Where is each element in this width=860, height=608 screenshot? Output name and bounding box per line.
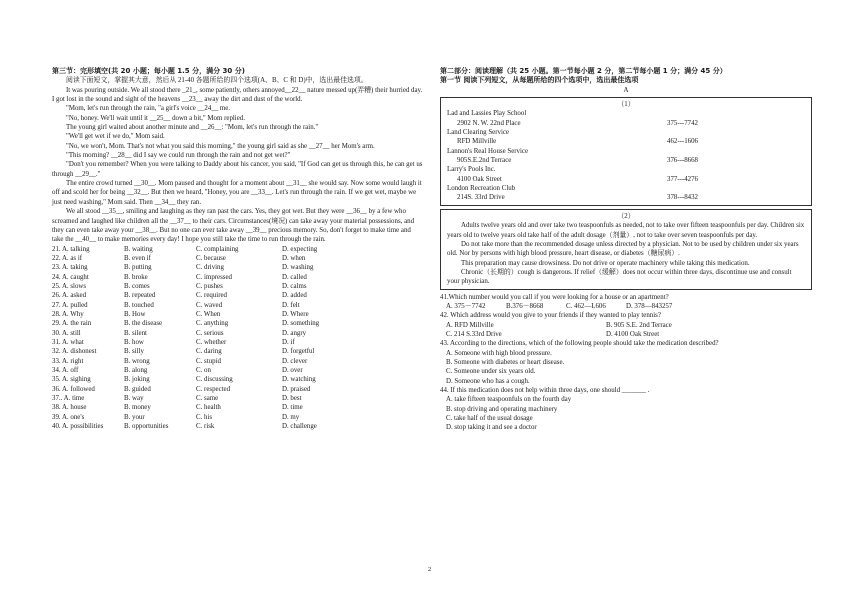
option-choice: 26. A. asked (52, 292, 87, 300)
medication-text (447, 221, 805, 286)
option-choice: B. broke (124, 273, 148, 281)
option-choice: 38. A. house (52, 404, 87, 412)
option-choice: D. best (282, 395, 302, 403)
option-row (52, 263, 424, 272)
option-choice: B. even if (124, 254, 151, 262)
answer-choice: A. 375－7742 (446, 302, 486, 310)
right-column (440, 67, 812, 433)
option-choice: 40. A. possibilities (52, 423, 104, 431)
option-row (52, 403, 424, 412)
option-choice: C. because (196, 254, 226, 262)
ad-name: London Recreation Club (447, 185, 516, 193)
ad-name: 4100 Oak Street (457, 175, 502, 183)
answer-choice: C. Someone under six years old. (446, 368, 536, 376)
option-choice: C. respected (196, 385, 231, 393)
answer-choice: B.376－8668 (506, 302, 544, 310)
medication-box-title: （2） (617, 212, 635, 220)
option-choice: B. touched (124, 301, 154, 309)
medication-paragraph: Adults twelve years old and over take two teaspoonfuls as needed, not to take over fifteen teaspoonfuls per day. Children six years old to twelve years old take half of the adult dosage（剂量）, not to take over seven teaspoonfuls per day. (447, 222, 805, 239)
story-paragraph: "This morning? __28__ did I say we could run through the rain and not get wet?" (66, 152, 291, 160)
option-choice: C. health (196, 404, 221, 412)
answer-row (440, 321, 812, 330)
option-choice: 34. A. off (52, 367, 79, 374)
answer-row (440, 302, 812, 311)
answer-choice: B. Someone with diabetes or heart disease. (446, 358, 565, 366)
option-row (52, 375, 424, 384)
option-choice: C. his (196, 413, 213, 421)
option-row (52, 385, 424, 394)
option-choice: C. same (196, 395, 219, 403)
ad-phone: 377---4276 (667, 175, 699, 183)
option-choice: B. comes (124, 282, 150, 290)
option-row (52, 338, 424, 347)
option-choice: B. way (124, 395, 144, 403)
option-choice: D. felt (282, 301, 300, 309)
option-choice: D. added (282, 292, 307, 300)
option-choice: C. serious (196, 329, 224, 337)
reading-part-title: 第二部分：阅读理解（共 25 小题。第一节每小题 2 分，第二节每小题 1 分；满分 45 分） (440, 67, 727, 75)
option-choice: 21. A. talking (52, 245, 90, 253)
option-choice: B. the disease (124, 320, 163, 328)
story-paragraph: "No, honey. We'll wait until it __25__ down a bit," Mom replied. (66, 114, 245, 122)
option-row (52, 357, 424, 366)
option-choice: C. risk (196, 423, 215, 431)
option-choice: C. daring (196, 348, 222, 356)
option-choice: D. my (282, 413, 300, 421)
option-choice: B. silly (124, 348, 144, 356)
story-paragraph: It was pouring outside. We all stood there _21_, some patiently, others annoyed__22__ nature messed up(弄糟) their hurried day. I got lost in the sound and sight of the heavens __23__ away the dirt and dust of the world. (52, 86, 423, 104)
option-row (52, 329, 424, 338)
story-paragraph: "Mom, let's run through the rain, "a girl's voice __24__ me. (66, 105, 231, 113)
option-choice: D. washing (282, 264, 314, 272)
answer-choice: B. 905 S.E. 2nd Terrace (606, 321, 672, 329)
option-choice: 27. A. pulled (52, 301, 88, 309)
ad-phone: 376---8668 (667, 157, 699, 165)
option-choice: D. calms (282, 282, 307, 290)
option-choice: B. silent (124, 329, 147, 337)
ad-name: 214S. 33rd Drive (457, 194, 505, 202)
option-row (52, 422, 424, 431)
story-paragraph: "Don't you remember? When you were talking to Daddy about his cancer, you said, "If God can get us through this, he can get us through __29__." (52, 161, 423, 178)
ad-phone: 375---7742 (667, 119, 699, 127)
option-row (52, 282, 424, 291)
ad-box-title: （1） (617, 101, 635, 109)
answer-choice: D. Someone who has a cough. (446, 377, 530, 385)
ad-phone: 462---1606 (667, 138, 699, 146)
medication-paragraph: This preparation may cause drowsiness. Do not drive or operate machinery while taking this medication. (461, 259, 750, 267)
ad-entry (447, 184, 805, 193)
ad-entry (447, 156, 805, 165)
page-number: 2 (428, 566, 432, 573)
option-choice: D. watching (282, 376, 316, 384)
option-choice: C. When (196, 310, 221, 318)
option-row (52, 347, 424, 356)
option-choice: B. waiting (124, 245, 153, 253)
cloze-instruction: 阅读下面短文，掌握其大意，然后从 21-40 各题所给的四个选项(A、B、C 和 D)中，选出最佳选项。 (66, 77, 368, 85)
option-choice: B. guided (124, 385, 151, 393)
option-choice: D. clever (282, 357, 308, 365)
option-choice: 25. A. slows (52, 282, 87, 290)
option-choice: D. angry (282, 329, 307, 337)
option-choice: 37.. A. time (52, 395, 85, 403)
option-choice: 29. A. the rain (52, 320, 92, 328)
medication-box (440, 209, 812, 290)
answer-choice: A. RFD Millville (446, 321, 494, 329)
option-choice: B. How (124, 310, 146, 318)
option-choice: C. driving (196, 264, 224, 272)
answer-choice: A. take fifteen teaspoonfuls on the fourth day (446, 396, 572, 404)
option-choice: D. over (282, 367, 303, 374)
answer-choice: C. take half of the usual dosage (446, 415, 533, 423)
ad-phone: 378---8432 (667, 194, 699, 202)
option-choice: D. called (282, 273, 307, 281)
option-choice: D. if (282, 338, 295, 346)
cloze-section-title: 第三节：完形填空(共 20 小题；每小题 1.5 分，满分 30 分) (52, 67, 245, 75)
option-choice: B. money (124, 404, 151, 412)
ad-entry (447, 193, 805, 202)
reading-section-line: 第一节 阅读下列短文，从每题所给的四个选项中，选出最佳选项 (440, 76, 639, 85)
option-choice: C. discussing (196, 376, 233, 384)
story-paragraph: The entire crowd turned __30__. Mom paused and thought for a moment about __31__ she would say. Now some would laugh it off and scold her for being __32__. But then we heard, "Honey, you are __33__. Let's run through the rain. If we get wet, maybe we just need washing," Mom said. Then __34__ they ran. (52, 180, 422, 206)
answer-choice: A. Someone with high blood pressure. (446, 349, 552, 357)
question-stem: 41.Which number would you call if you were looking for a house or an apartment? (440, 293, 669, 301)
option-choice: B. along (124, 367, 148, 374)
option-choice: D. something (282, 320, 320, 328)
option-choice: D. praised (282, 385, 311, 393)
ad-entry (447, 175, 805, 184)
option-choice: C. waved (196, 301, 223, 309)
option-choice: 28. A. Why (52, 310, 84, 318)
answer-row (440, 330, 812, 339)
option-row (52, 273, 424, 282)
ad-name: Land Clearing Service (447, 129, 509, 137)
option-choice: B. how (124, 338, 144, 346)
option-choice: 36. A. followed (52, 385, 95, 393)
option-row (52, 319, 424, 328)
option-row (52, 413, 424, 422)
option-choice: D. forgetful (282, 348, 315, 356)
option-row (52, 291, 424, 300)
question-stem: 42. Which address would you give to your friends if they wanted to play tennis? (440, 312, 661, 320)
reading-questions (440, 293, 812, 433)
ad-entry (447, 137, 805, 146)
story-paragraph: The young girl waited about another minute and __26__: "Mom, let's run through the rain." (66, 124, 319, 132)
ad-entry (447, 119, 805, 128)
ad-name: 905S.E.2nd Terrace (457, 157, 512, 165)
story-paragraph: We all stood __35__, smiling and laughing as they ran past the cars. Yes, they got wet. But they were __36__ by a few who screamed and laughed like children all the __37__ to their cars. Circumstances(境况) can take away your material possessions, and they can even take away your __38__. But no one can ever take away __39__ precious memory. So, don't forget to make time and take the __40__ to make memories every day! I hope you still take the time to run through the rain. (52, 208, 415, 244)
answer-choice: D. 4100 Oak Street (606, 330, 660, 338)
story-paragraph: "We'll get wet if we do," Mom said. (66, 133, 165, 141)
option-choice: B. opportunities (124, 423, 169, 431)
ad-name: RFD Millville (457, 138, 497, 146)
story-paragraph: "No, we won't, Mom. That's not what you said this morning," the young girl said as she __27__ her Mom's arm. (66, 142, 375, 150)
answer-choice: C. 214 S.33rd Drive (446, 330, 502, 338)
option-choice: B. repeated (124, 292, 156, 300)
option-choice: 30. A. still (52, 329, 81, 337)
option-choice: 24. A. caught (52, 273, 89, 281)
option-choice: 35. A. sighing (52, 376, 91, 384)
option-choice: C. whether (196, 338, 227, 346)
option-choice: D. time (282, 404, 303, 412)
cloze-story (52, 86, 424, 245)
option-choice: 39. A. one's (52, 413, 85, 421)
question-stem: 44. If this medication does not help within three days, one should _______ . (440, 387, 650, 394)
option-choice: D. expecting (282, 245, 318, 253)
option-choice: D. when (282, 254, 306, 262)
option-row (52, 310, 424, 319)
option-row (52, 245, 424, 254)
cloze-options (52, 245, 424, 432)
option-choice: 22. A. as if (52, 254, 83, 262)
option-choice: 31. A. what (52, 338, 84, 346)
ad-name: Lad and Lassies Play School (447, 110, 527, 118)
ad-name: Larry's Pools Inc. (447, 166, 496, 174)
left-column (52, 67, 424, 431)
ad-entry (447, 128, 805, 137)
medication-paragraph: Chronic（长期的）cough is dangerous. If relief（缓解）does not occur within three days, discontinue use and consult your physician. (447, 268, 792, 286)
option-choice: C. anything (196, 320, 229, 328)
option-choice: D. challenge (282, 423, 317, 431)
answer-choice: D. stop taking it and see a doctor (446, 424, 537, 432)
ad-entry (447, 165, 805, 174)
option-choice: 23. A. taking (52, 264, 88, 272)
question-stem: 43. According to the directions, which of the following people should take the medication described? (440, 340, 719, 348)
ad-entry (447, 109, 805, 118)
ad-listing-box (440, 97, 812, 206)
option-choice: C. required (196, 292, 227, 300)
ad-list (447, 109, 805, 202)
option-choice: 33. A. right (52, 357, 84, 365)
option-choice: C. complaining (196, 245, 239, 253)
ad-entry (447, 147, 805, 156)
ad-name: 2902 N. W. 22nd Place (457, 119, 521, 127)
option-choice: C. pushes (196, 282, 223, 290)
option-choice: B. your (124, 413, 145, 421)
option-row (52, 301, 424, 310)
option-choice: C. on (196, 367, 211, 374)
option-choice: C. stupid (196, 357, 221, 365)
option-row (52, 366, 424, 375)
option-choice: B. putting (124, 264, 152, 272)
option-choice: 32. A. dishonest (52, 348, 97, 356)
passage-letter: A (623, 86, 629, 94)
option-choice: C. impressed (196, 273, 232, 281)
medication-paragraph: Do not take more than the recommended dosage unless directed by a physician. Not to be used by children under six years old. Nor by persons with high blood pressure, heart disease, or diabetes（糖尿病）. (447, 240, 799, 258)
ad-name: Lannon's Real House Service (447, 147, 529, 155)
option-row (52, 254, 424, 263)
option-row (52, 394, 424, 403)
option-choice: B. joking (124, 376, 150, 384)
answer-choice: B. stop driving and operating machinery (446, 405, 558, 413)
answer-choice: C. 462—L606 (566, 302, 606, 310)
answer-choice: D. 378—843257 (626, 302, 673, 310)
option-choice: B. wrong (124, 357, 150, 365)
option-choice: D. Where (282, 310, 309, 318)
